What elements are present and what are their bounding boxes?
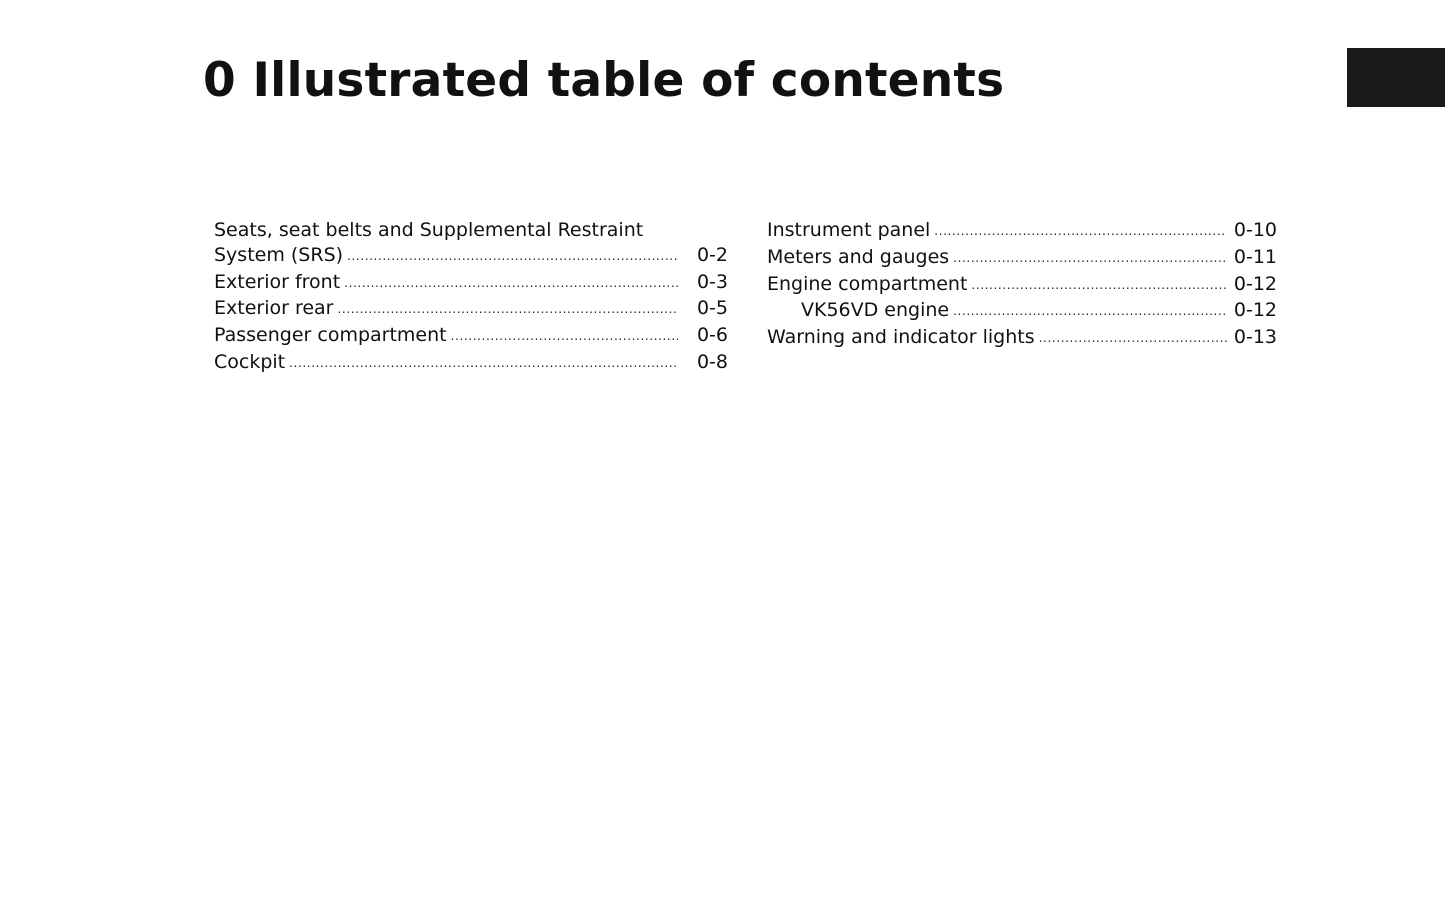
- toc-page-number: 0-10: [1233, 219, 1277, 241]
- chapter-tab-marker: [1347, 48, 1445, 107]
- toc-entry-label: Exterior rear: [214, 297, 334, 320]
- page-title: 0 Illustrated table of contents: [203, 53, 1005, 108]
- toc-page-number: 0-8: [696, 350, 728, 373]
- toc-entry-label: Instrument panel: [767, 219, 931, 241]
- toc-entry-label: Seats, seat belts and Supplemental Restraint: [214, 219, 644, 241]
- toc-page-number: 0-12: [1233, 272, 1277, 295]
- toc-page-number: 0-5: [696, 297, 728, 320]
- toc-entry-instrument-panel[interactable]: [767, 218, 1277, 245]
- toc-entry-label: Exterior front: [214, 270, 341, 293]
- toc-dot-leader: [451, 324, 678, 349]
- toc-entry-vk56vd-engine[interactable]: [767, 298, 1277, 325]
- toc-dot-leader: [934, 219, 1227, 244]
- toc-entry-label: Warning and indicator lights: [767, 326, 1035, 349]
- toc-dot-leader: [347, 244, 678, 269]
- toc-dot-leader: [338, 297, 679, 322]
- toc-entry-exterior-front[interactable]: [214, 270, 728, 297]
- toc-entry-cockpit[interactable]: [214, 350, 728, 377]
- toc-entry-seats-srs[interactable]: [214, 218, 728, 270]
- toc-dot-leader: [953, 246, 1227, 271]
- toc-entry-label: Meters and gauges: [767, 245, 950, 268]
- toc-entry-meters-gauges[interactable]: [767, 245, 1277, 272]
- toc-entry-exterior-rear[interactable]: [214, 296, 728, 323]
- toc-column-left: [214, 218, 728, 377]
- toc-page-number: 0-12: [1233, 299, 1277, 322]
- toc-entry-label: Engine compartment: [767, 272, 968, 295]
- toc-page-number: 0-3: [696, 270, 728, 293]
- toc-dot-leader: [971, 273, 1227, 298]
- toc-dot-leader: [289, 351, 678, 376]
- toc-dot-leader: [953, 299, 1227, 324]
- toc-entry-label: VK56VD engine: [801, 299, 950, 322]
- toc-dot-leader: [344, 271, 678, 296]
- toc-entry-warning-indicator-lights[interactable]: [767, 325, 1277, 352]
- toc-entry-passenger-compartment[interactable]: [214, 323, 728, 350]
- toc-entry-engine-compartment[interactable]: [767, 272, 1277, 299]
- toc-page-number: 0-2: [696, 243, 728, 266]
- toc-page-number: 0-13: [1233, 326, 1277, 349]
- toc-column-right: [767, 218, 1277, 352]
- toc-page-number: 0-11: [1233, 245, 1277, 268]
- toc-entry-label: System (SRS): [214, 243, 344, 266]
- toc-page-number: 0-6: [696, 324, 728, 347]
- toc-entry-label: Cockpit: [214, 350, 286, 373]
- toc-dot-leader: [1039, 326, 1227, 351]
- toc-entry-label: Passenger compartment: [214, 324, 447, 347]
